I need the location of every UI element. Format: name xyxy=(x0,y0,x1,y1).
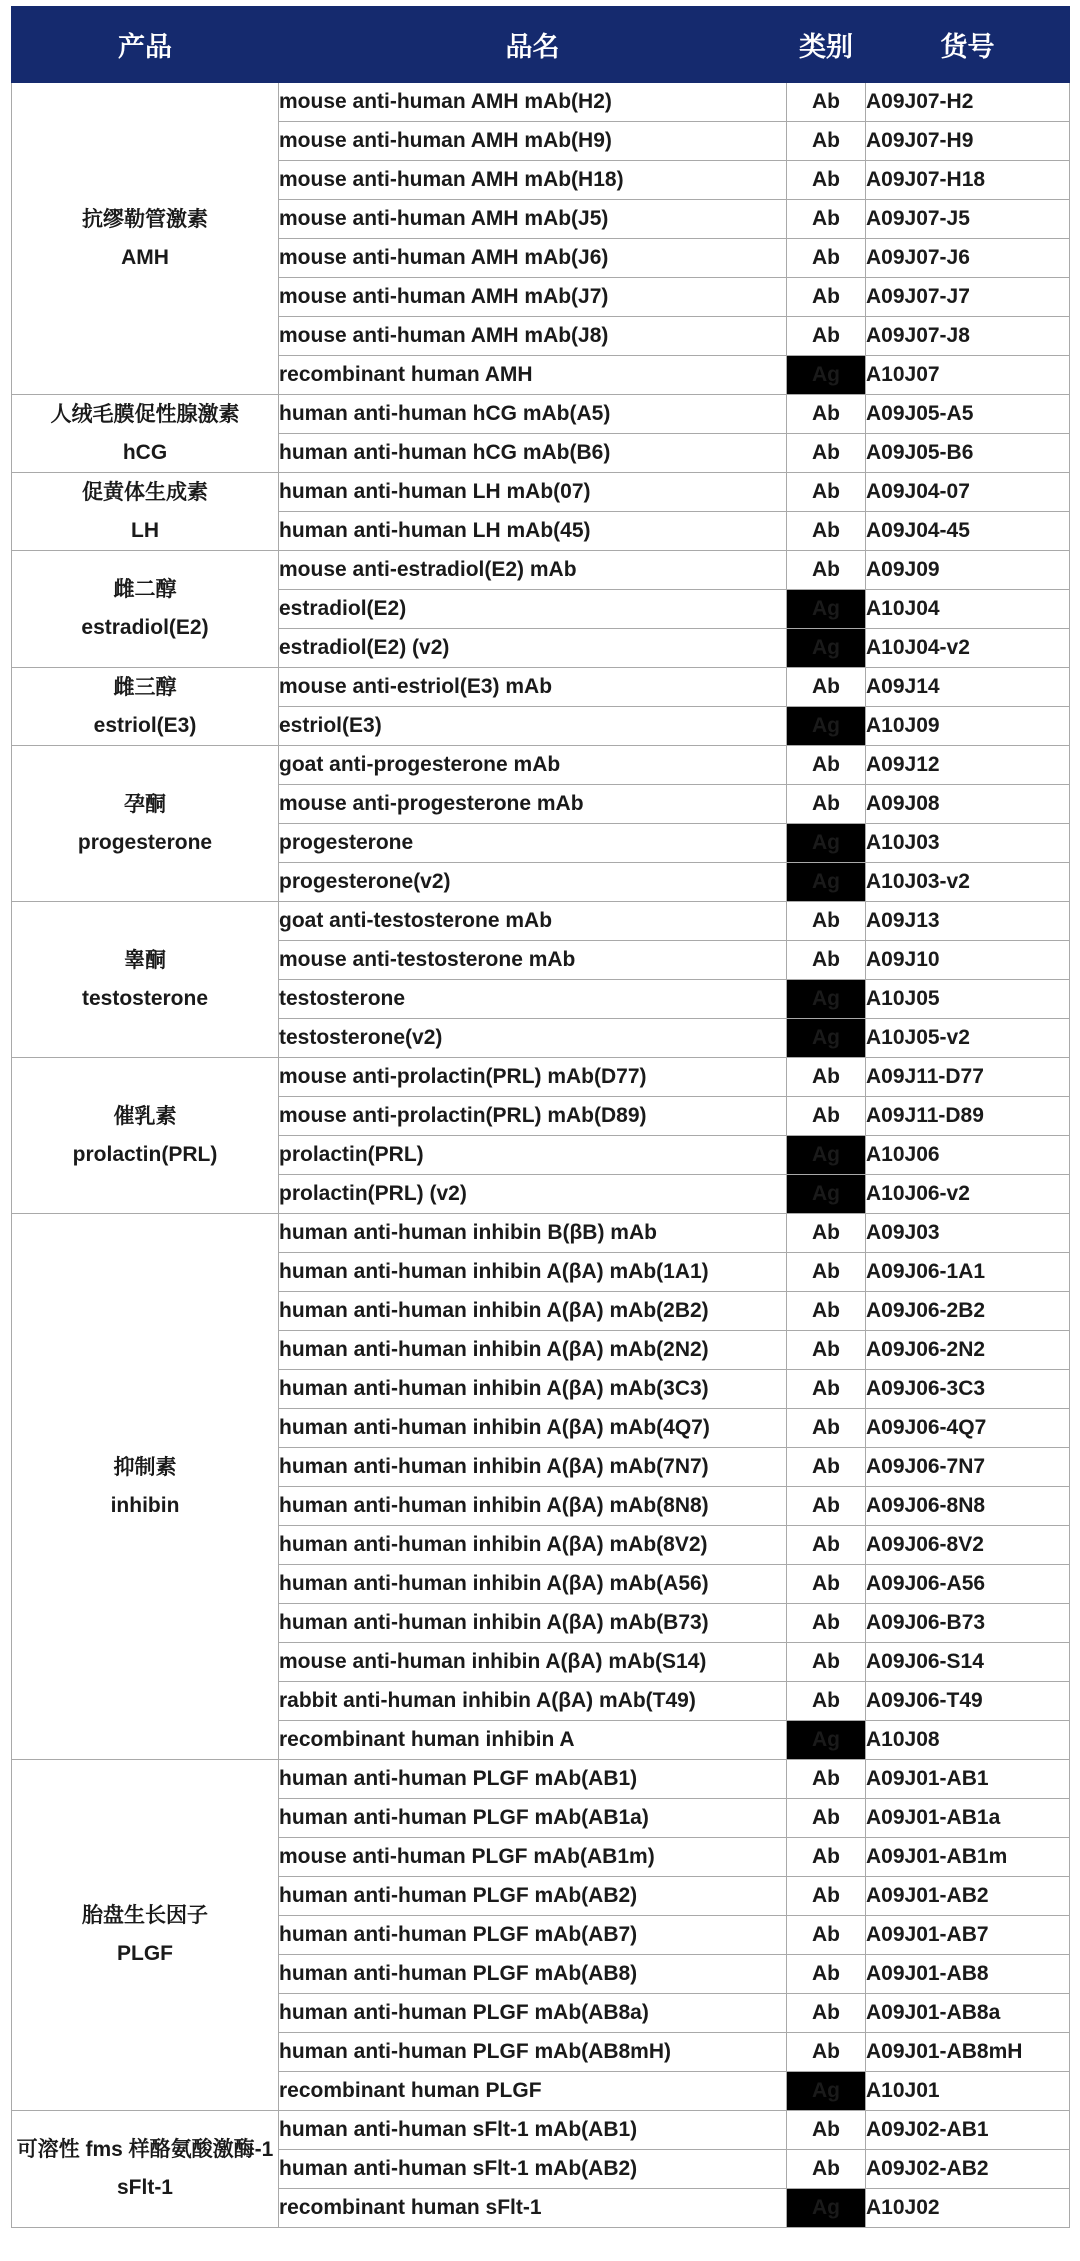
item-type-badge: Ab xyxy=(787,1955,866,1994)
item-catalog-number: A09J01-AB1a xyxy=(866,1799,1070,1838)
item-name: human anti-human inhibin A(βA) mAb(B73) xyxy=(279,1604,787,1643)
item-catalog-number: A09J04-45 xyxy=(866,512,1070,551)
item-name: estriol(E3) xyxy=(279,707,787,746)
product-group-cell xyxy=(12,473,279,551)
item-name: mouse anti-human inhibin A(βA) mAb(S14) xyxy=(279,1643,787,1682)
item-type-badge: Ab xyxy=(787,1838,866,1877)
item-type-badge: Ab xyxy=(787,1760,866,1799)
item-name: testosterone(v2) xyxy=(279,1019,787,1058)
item-catalog-number: A09J06-2B2 xyxy=(866,1292,1070,1331)
item-name: mouse anti-estriol(E3) mAb xyxy=(279,668,787,707)
item-catalog-number: A09J06-T49 xyxy=(866,1682,1070,1721)
item-type-badge: Ab xyxy=(787,1526,866,1565)
item-name: human anti-human PLGF mAb(AB1a) xyxy=(279,1799,787,1838)
item-name: mouse anti-human AMH mAb(H18) xyxy=(279,161,787,200)
item-type-badge: Ab xyxy=(787,1916,866,1955)
product-group-cell xyxy=(12,395,279,473)
item-catalog-number: A09J01-AB1m xyxy=(866,1838,1070,1877)
item-type-badge: Ab xyxy=(787,1877,866,1916)
item-name: human anti-human hCG mAb(A5) xyxy=(279,395,787,434)
table-row xyxy=(12,668,1070,707)
product-group-cell xyxy=(12,1058,279,1214)
item-type-badge: Ab xyxy=(787,941,866,980)
item-name: human anti-human inhibin A(βA) mAb(1A1) xyxy=(279,1253,787,1292)
item-catalog-number: A09J12 xyxy=(866,746,1070,785)
item-type-badge: Ab xyxy=(787,1994,866,2033)
item-name: estradiol(E2) (v2) xyxy=(279,629,787,668)
item-type-badge: Ab xyxy=(787,122,866,161)
item-type-badge: Ag xyxy=(787,590,866,629)
item-type-badge: Ab xyxy=(787,1058,866,1097)
item-type-badge: Ab xyxy=(787,434,866,473)
item-catalog-number: A09J06-8N8 xyxy=(866,1487,1070,1526)
item-catalog-number: A09J13 xyxy=(866,902,1070,941)
item-catalog-number: A09J06-A56 xyxy=(866,1565,1070,1604)
item-catalog-number: A09J07-J8 xyxy=(866,317,1070,356)
item-type-badge: Ab xyxy=(787,2150,866,2189)
header-name: 品名 xyxy=(279,7,787,83)
item-catalog-number: A09J07-H18 xyxy=(866,161,1070,200)
product-name-en: prolactin(PRL) xyxy=(72,1142,218,1166)
product-group-cell xyxy=(12,1760,279,2111)
product-name-en: AMH xyxy=(121,245,169,269)
item-catalog-number: A09J05-B6 xyxy=(866,434,1070,473)
item-catalog-number: A09J06-2N2 xyxy=(866,1331,1070,1370)
item-catalog-number: A09J07-J6 xyxy=(866,239,1070,278)
product-name-cn: 抑制素 xyxy=(113,1455,177,1479)
item-type-badge: Ab xyxy=(787,785,866,824)
table-body xyxy=(12,83,1070,2228)
item-type-badge: Ab xyxy=(787,1799,866,1838)
item-type-badge: Ab xyxy=(787,1604,866,1643)
item-catalog-number: A09J01-AB2 xyxy=(866,1877,1070,1916)
item-type-badge: Ab xyxy=(787,200,866,239)
item-type-badge: Ab xyxy=(787,1565,866,1604)
header-product: 产品 xyxy=(12,7,279,83)
item-type-badge: Ab xyxy=(787,2111,866,2150)
header-code: 货号 xyxy=(866,7,1070,83)
item-type-badge: Ab xyxy=(787,1643,866,1682)
item-catalog-number: A10J05 xyxy=(866,980,1070,1019)
item-type-badge: Ag xyxy=(787,824,866,863)
table-row xyxy=(12,1760,1070,1799)
item-name: mouse anti-human AMH mAb(H2) xyxy=(279,83,787,122)
product-name-cn: 孕酮 xyxy=(124,792,166,816)
item-catalog-number: A10J02 xyxy=(866,2189,1070,2228)
item-catalog-number: A09J06-7N7 xyxy=(866,1448,1070,1487)
item-catalog-number: A09J06-3C3 xyxy=(866,1370,1070,1409)
item-catalog-number: A10J04 xyxy=(866,590,1070,629)
table-row xyxy=(12,551,1070,590)
table-row xyxy=(12,2111,1070,2150)
item-type-badge: Ab xyxy=(787,1253,866,1292)
item-type-badge: Ab xyxy=(787,902,866,941)
item-catalog-number: A09J06-8V2 xyxy=(866,1526,1070,1565)
item-name: testosterone xyxy=(279,980,787,1019)
item-catalog-number: A09J01-AB1 xyxy=(866,1760,1070,1799)
product-name-en: LH xyxy=(131,518,159,542)
item-name: estradiol(E2) xyxy=(279,590,787,629)
table-row xyxy=(12,1058,1070,1097)
item-type-badge: Ag xyxy=(787,1175,866,1214)
product-name-cn: 可溶性 fms 样酪氨酸激酶-1 xyxy=(16,2138,274,2161)
item-name: mouse anti-human AMH mAb(J6) xyxy=(279,239,787,278)
item-name: human anti-human inhibin A(βA) mAb(2N2) xyxy=(279,1331,787,1370)
item-name: mouse anti-progesterone mAb xyxy=(279,785,787,824)
item-catalog-number: A09J11-D77 xyxy=(866,1058,1070,1097)
item-name: goat anti-progesterone mAb xyxy=(279,746,787,785)
item-name: mouse anti-human AMH mAb(J5) xyxy=(279,200,787,239)
product-name-cn: 雌二醇 xyxy=(113,578,177,601)
item-name: progesterone xyxy=(279,824,787,863)
product-group-cell xyxy=(12,668,279,746)
item-type-badge: Ab xyxy=(787,1292,866,1331)
item-type-badge: Ag xyxy=(787,1019,866,1058)
product-group-cell xyxy=(12,902,279,1058)
item-name: recombinant human PLGF xyxy=(279,2072,787,2111)
item-catalog-number: A10J03 xyxy=(866,824,1070,863)
item-catalog-number: A10J05-v2 xyxy=(866,1019,1070,1058)
product-name-cn: 抗缪勒管激素 xyxy=(82,207,208,231)
product-name-cn: 睾酮 xyxy=(124,948,166,972)
item-type-badge: Ab xyxy=(787,746,866,785)
item-name: human anti-human inhibin A(βA) mAb(7N7) xyxy=(279,1448,787,1487)
header-row xyxy=(12,7,1070,83)
product-name-en: progesterone xyxy=(77,830,213,854)
item-name: mouse anti-human AMH mAb(H9) xyxy=(279,122,787,161)
item-catalog-number: A09J02-AB2 xyxy=(866,2150,1070,2189)
product-name-en: estradiol(E2) xyxy=(81,616,209,639)
item-type-badge: Ag xyxy=(787,2189,866,2228)
table-row xyxy=(12,746,1070,785)
item-name: recombinant human sFlt-1 xyxy=(279,2189,787,2228)
item-name: human anti-human PLGF mAb(AB2) xyxy=(279,1877,787,1916)
item-name: human anti-human inhibin A(βA) mAb(8N8) xyxy=(279,1487,787,1526)
product-name-en: sFlt-1 xyxy=(116,2176,173,2199)
item-catalog-number: A09J06-S14 xyxy=(866,1643,1070,1682)
table-row xyxy=(12,473,1070,512)
item-name: prolactin(PRL) xyxy=(279,1136,787,1175)
item-name: human anti-human PLGF mAb(AB8) xyxy=(279,1955,787,1994)
item-catalog-number: A09J02-AB1 xyxy=(866,2111,1070,2150)
table-row xyxy=(12,902,1070,941)
product-group-cell xyxy=(12,83,279,395)
item-type-badge: Ab xyxy=(787,473,866,512)
item-type-badge: Ab xyxy=(787,1409,866,1448)
item-name: mouse anti-testosterone mAb xyxy=(279,941,787,980)
item-catalog-number: A10J03-v2 xyxy=(866,863,1070,902)
item-catalog-number: A09J07-J7 xyxy=(866,278,1070,317)
item-name: mouse anti-human PLGF mAb(AB1m) xyxy=(279,1838,787,1877)
item-type-badge: Ab xyxy=(787,83,866,122)
item-type-badge: Ab xyxy=(787,395,866,434)
item-type-badge: Ag xyxy=(787,629,866,668)
item-name: human anti-human inhibin B(βB) mAb xyxy=(279,1214,787,1253)
product-group-cell xyxy=(12,551,279,668)
item-type-badge: Ab xyxy=(787,278,866,317)
item-name: rabbit anti-human inhibin A(βA) mAb(T49) xyxy=(279,1682,787,1721)
item-name: human anti-human PLGF mAb(AB8mH) xyxy=(279,2033,787,2072)
item-type-badge: Ab xyxy=(787,239,866,278)
item-type-badge: Ab xyxy=(787,1448,866,1487)
product-name-en: PLGF xyxy=(117,1942,173,1965)
table-row xyxy=(12,1214,1070,1253)
item-name: recombinant human AMH xyxy=(279,356,787,395)
item-type-badge: Ag xyxy=(787,707,866,746)
product-name-en: inhibin xyxy=(110,1493,180,1517)
table-row xyxy=(12,395,1070,434)
item-name: goat anti-testosterone mAb xyxy=(279,902,787,941)
table-row xyxy=(12,83,1070,122)
item-catalog-number: A09J06-4Q7 xyxy=(866,1409,1070,1448)
item-catalog-number: A09J14 xyxy=(866,668,1070,707)
table-header xyxy=(12,7,1070,83)
item-name: recombinant human inhibin A xyxy=(279,1721,787,1760)
item-type-badge: Ab xyxy=(787,512,866,551)
item-catalog-number: A09J05-A5 xyxy=(866,395,1070,434)
item-catalog-number: A09J04-07 xyxy=(866,473,1070,512)
item-type-badge: Ab xyxy=(787,668,866,707)
item-catalog-number: A09J01-AB8a xyxy=(866,1994,1070,2033)
product-name-cn: 人绒毛膜促性腺激素 xyxy=(50,402,240,426)
product-table xyxy=(11,6,1070,2228)
item-catalog-number: A09J08 xyxy=(866,785,1070,824)
item-name: mouse anti-prolactin(PRL) mAb(D89) xyxy=(279,1097,787,1136)
product-name-cn: 胎盘生长因子 xyxy=(82,1904,208,1927)
item-name: human anti-human PLGF mAb(AB8a) xyxy=(279,1994,787,2033)
item-catalog-number: A09J10 xyxy=(866,941,1070,980)
item-type-badge: Ag xyxy=(787,1136,866,1175)
item-name: mouse anti-prolactin(PRL) mAb(D77) xyxy=(279,1058,787,1097)
item-catalog-number: A09J01-AB7 xyxy=(866,1916,1070,1955)
item-catalog-number: A09J09 xyxy=(866,551,1070,590)
item-name: prolactin(PRL) (v2) xyxy=(279,1175,787,1214)
item-type-badge: Ab xyxy=(787,1214,866,1253)
item-name: human anti-human inhibin A(βA) mAb(4Q7) xyxy=(279,1409,787,1448)
item-catalog-number: A10J08 xyxy=(866,1721,1070,1760)
item-name: human anti-human PLGF mAb(AB1) xyxy=(279,1760,787,1799)
item-type-badge: Ab xyxy=(787,1487,866,1526)
item-type-badge: Ab xyxy=(787,551,866,590)
item-name: human anti-human LH mAb(07) xyxy=(279,473,787,512)
product-name-cn: 雌三醇 xyxy=(113,675,177,699)
item-name: human anti-human hCG mAb(B6) xyxy=(279,434,787,473)
product-name-en: estriol(E3) xyxy=(93,713,197,737)
item-name: progesterone(v2) xyxy=(279,863,787,902)
item-type-badge: Ab xyxy=(787,161,866,200)
item-type-badge: Ab xyxy=(787,2033,866,2072)
item-catalog-number: A10J07 xyxy=(866,356,1070,395)
item-type-badge: Ab xyxy=(787,1097,866,1136)
item-name: mouse anti-human AMH mAb(J8) xyxy=(279,317,787,356)
item-name: human anti-human inhibin A(βA) mAb(2B2) xyxy=(279,1292,787,1331)
header-type: 类别 xyxy=(787,7,866,83)
item-type-badge: Ag xyxy=(787,1721,866,1760)
item-name: mouse anti-human AMH mAb(J7) xyxy=(279,278,787,317)
item-catalog-number: A09J07-H9 xyxy=(866,122,1070,161)
item-catalog-number: A10J09 xyxy=(866,707,1070,746)
item-catalog-number: A09J07-H2 xyxy=(866,83,1070,122)
item-type-badge: Ag xyxy=(787,980,866,1019)
item-type-badge: Ab xyxy=(787,1682,866,1721)
product-name-en: hCG xyxy=(122,440,168,464)
item-catalog-number: A09J07-J5 xyxy=(866,200,1070,239)
item-name: human anti-human LH mAb(45) xyxy=(279,512,787,551)
item-catalog-number: A09J11-D89 xyxy=(866,1097,1070,1136)
item-name: human anti-human inhibin A(βA) mAb(3C3) xyxy=(279,1370,787,1409)
item-name: human anti-human inhibin A(βA) mAb(8V2) xyxy=(279,1526,787,1565)
item-name: human anti-human PLGF mAb(AB7) xyxy=(279,1916,787,1955)
item-name: human anti-human inhibin A(βA) mAb(A56) xyxy=(279,1565,787,1604)
product-name-cn: 促黄体生成素 xyxy=(82,480,208,504)
item-catalog-number: A10J04-v2 xyxy=(866,629,1070,668)
item-name: human anti-human sFlt-1 mAb(AB2) xyxy=(279,2150,787,2189)
item-catalog-number: A09J01-AB8mH xyxy=(866,2033,1070,2072)
item-catalog-number: A10J06 xyxy=(866,1136,1070,1175)
item-catalog-number: A10J01 xyxy=(866,2072,1070,2111)
item-catalog-number: A09J03 xyxy=(866,1214,1070,1253)
item-name: mouse anti-estradiol(E2) mAb xyxy=(279,551,787,590)
item-type-badge: Ag xyxy=(787,2072,866,2111)
item-name: human anti-human sFlt-1 mAb(AB1) xyxy=(279,2111,787,2150)
product-name-en: testosterone xyxy=(81,986,209,1010)
product-group-cell xyxy=(12,1214,279,1760)
item-type-badge: Ab xyxy=(787,1331,866,1370)
product-name-cn: 催乳素 xyxy=(113,1104,177,1128)
product-group-cell xyxy=(12,746,279,902)
item-catalog-number: A10J06-v2 xyxy=(866,1175,1070,1214)
item-catalog-number: A09J06-1A1 xyxy=(866,1253,1070,1292)
item-type-badge: Ab xyxy=(787,317,866,356)
item-catalog-number: A09J06-B73 xyxy=(866,1604,1070,1643)
item-type-badge: Ab xyxy=(787,1370,866,1409)
product-group-cell xyxy=(12,2111,279,2228)
item-catalog-number: A09J01-AB8 xyxy=(866,1955,1070,1994)
item-type-badge: Ag xyxy=(787,863,866,902)
item-type-badge: Ag xyxy=(787,356,866,395)
